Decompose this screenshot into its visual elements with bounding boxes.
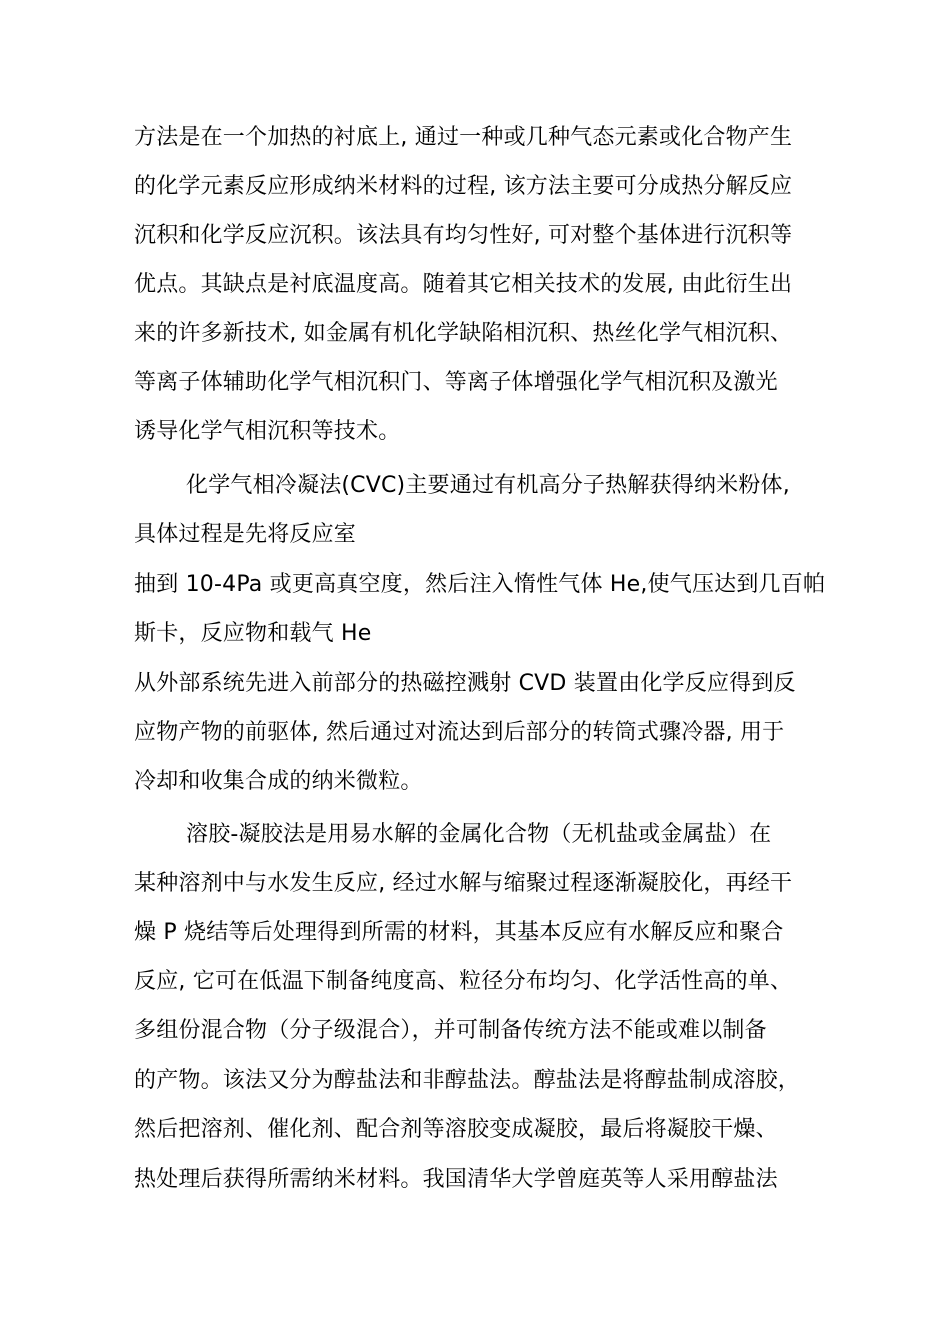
paragraph-start-line: 化学气相冷凝法(CVC)主要通过有机高分子热解获得纳米粉体,	[186, 473, 790, 498]
text-line: 从外部系统先进入前部分的热磁控溅射 CVD 装置由化学反应得到反	[134, 671, 796, 696]
text-line: 诱导化学气相沉积等技术。	[134, 419, 401, 444]
text-line: 沉积和化学反应沉积。该法具有均匀性好, 可对整个基体进行沉积等	[134, 223, 793, 248]
text-line: 抽到 10-4Pa 或更高真空度，然后注入惰性气体 He,使气压达到几百帕	[134, 572, 826, 597]
text-line: 某种溶剂中与水发生反应, 经过水解与缩聚过程逐渐凝胶化，再经干	[134, 871, 793, 896]
text-line: 具体过程是先将反应室	[134, 522, 357, 547]
text-line: 多组份混合物（分子级混合），并可制备传统方法不能或难以制备	[134, 1018, 767, 1043]
text-line: 然后把溶剂、催化剂、配合剂等溶胶变成凝胶，最后将凝胶干燥、	[134, 1117, 778, 1142]
text-line: 冷却和收集合成的纳米微粒。	[134, 769, 423, 794]
text-line: 的产物。该法又分为醇盐法和非醇盐法。醇盐法是将醇盐制成溶胶，	[134, 1068, 801, 1093]
text-line: 优点。其缺点是衬底温度高。随着其它相关技术的发展, 由此衍生出	[134, 272, 793, 297]
text-line: 方法是在一个加热的衬底上, 通过一种或几种气态元素或化合物产生	[134, 125, 793, 150]
paragraph-start-line: 溶胶-凝胶法是用易水解的金属化合物（无机盐或金属盐）在	[186, 822, 772, 847]
text-line: 的化学元素反应形成纳米材料的过程, 该方法主要可分成热分解反应	[134, 174, 793, 199]
text-line: 来的许多新技术, 如金属有机化学缺陷相沉积、热丝化学气相沉积、	[134, 321, 793, 346]
text-line: 等离子体辅助化学气相沉积门、等离子体增强化学气相沉积及激光	[134, 370, 778, 395]
text-line: 热处理后获得所需纳米材料。我国清华大学曾庭英等人采用醇盐法	[134, 1167, 778, 1192]
text-line: 反应, 它可在低温下制备纯度高、粒径分布均匀、化学活性高的单、	[134, 969, 793, 994]
text-line: 斯卡，反应物和载气 He	[134, 621, 372, 646]
text-line: 燥 P 烧结等后处理得到所需的材料，其基本反应有水解反应和聚合	[134, 920, 784, 945]
text-line: 应物产物的前驱体, 然后通过对流达到后部分的转筒式骤冷器, 用于	[134, 720, 785, 745]
